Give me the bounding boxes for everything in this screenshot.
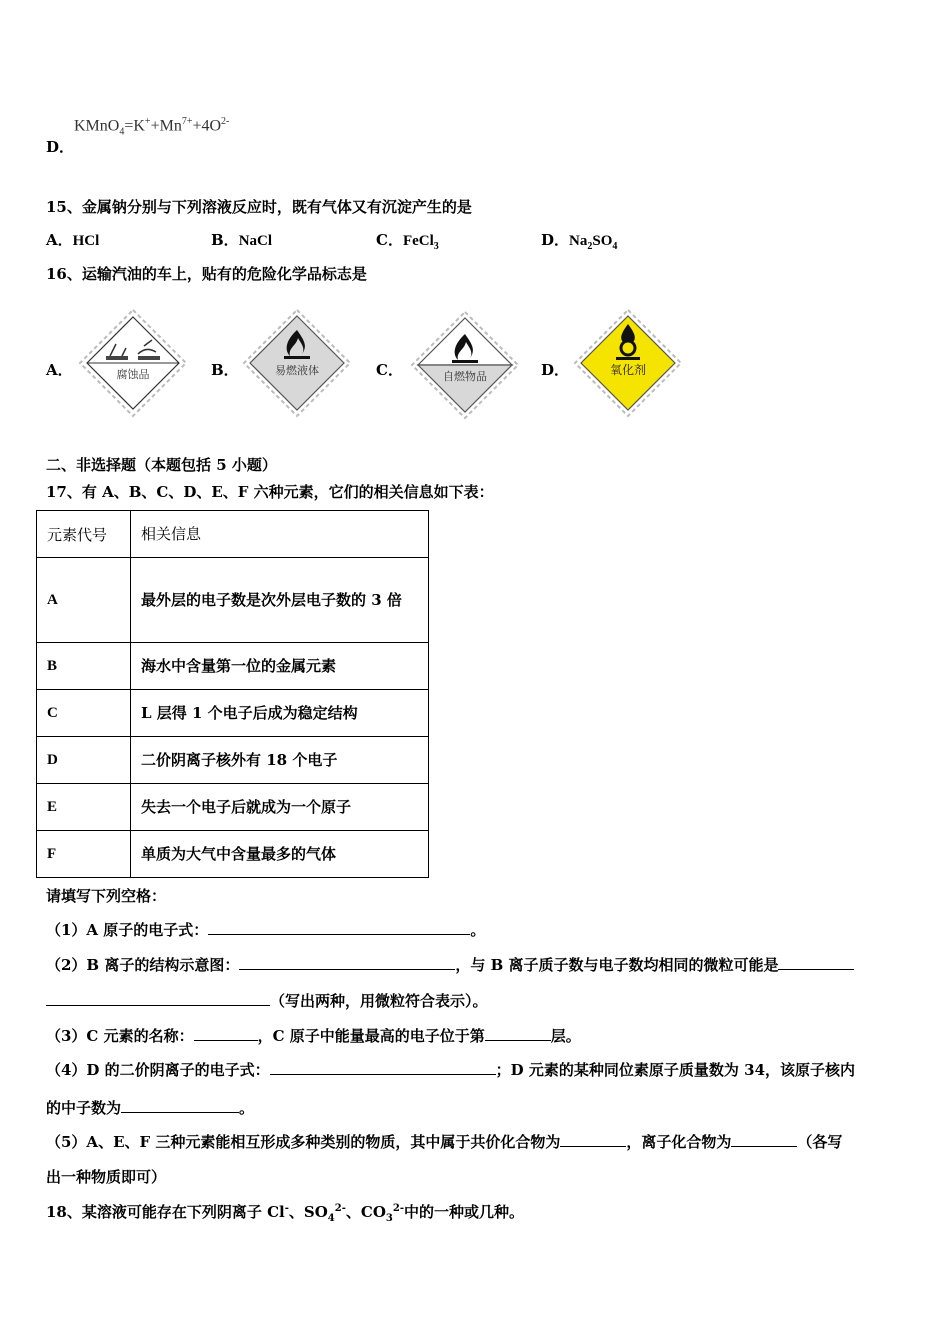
table-cell-code: E [37, 784, 131, 831]
q14-option-d-formula: $KMnO_4=K^++Mn^{7+}+4O^{2-}$ [74, 116, 230, 138]
q16-option-d-label: D． [541, 361, 570, 379]
spontaneously-combustible-sign-icon [410, 310, 520, 420]
answer-blank[interactable] [560, 1130, 626, 1147]
q17-stem: 17、有 A、B、C、D、E、F 六种元素，它们的相关信息如下表： [46, 483, 494, 501]
answer-blank[interactable] [194, 1024, 258, 1041]
flammable-liquid-sign-text: 易燃液体 [275, 364, 319, 377]
q16-option-a-label: A． [46, 361, 73, 379]
q14-option-d-label: D． [46, 138, 75, 156]
corrosive-sign-text: 腐蚀品 [116, 368, 150, 381]
q18-stem: 18、某溶液可能存在下列阴离子 Cl-、$SO_4^{2-}$、$CO_3^{2-}$中的一种或几种。 [46, 1203, 524, 1224]
table-row [37, 784, 429, 831]
q17-part-2: （2）B 离子的结构示意图： ，与 B 离子质子数与电子数均相同的微粒可能是 [46, 953, 854, 975]
answer-blank[interactable] [778, 953, 854, 970]
spontaneously-combustible-sign-text: 自燃物品 [443, 370, 487, 383]
table-cell-info: 最外层的电子数是次外层电子数的 3 倍 [131, 558, 429, 643]
q17-part-2-cont: （写出两种，用微粒符合表示）。 [46, 989, 488, 1011]
answer-blank[interactable] [731, 1130, 797, 1147]
answer-blank[interactable] [485, 1024, 551, 1041]
section-2-title: 二、非选择题（本题包括 5 小题） [46, 456, 277, 474]
answer-blank[interactable] [270, 1058, 496, 1075]
table-cell-info: 单质为大气中含量最多的气体 [131, 831, 429, 878]
q17-part-5-cont: 出一种物质即可） [46, 1168, 167, 1186]
q15-stem: 15、金属钠分别与下列溶液反应时，既有气体又有沉淀产生的是 [46, 198, 472, 216]
table-cell-code: A [37, 558, 131, 643]
table-cell-code: F [37, 831, 131, 878]
table-row [37, 737, 429, 784]
answer-blank[interactable] [208, 918, 470, 935]
q17-prompt: 请填写下列空格： [46, 887, 167, 905]
q17-part-3: （3）C 元素的名称： ，C 原子中能量最高的电子位于第 层。 [46, 1024, 581, 1046]
table-row [37, 831, 429, 878]
q17-part-4-cont: 的中子数为 。 [46, 1096, 254, 1118]
q17-part-5: （5）A、E、F 三种元素能相互形成多种类别的物质，其中属于共价化合物为 ，离子化合物为 （各写 [46, 1130, 842, 1152]
answer-blank[interactable] [239, 953, 455, 970]
element-info-table [36, 510, 429, 878]
table-cell-info: 海水中含量第一位的金属元素 [131, 643, 429, 690]
q16-option-b-label: B． [211, 361, 239, 379]
table-cell-info: 二价阴离子核外有 18 个电子 [131, 737, 429, 784]
q15-option-d: D．$Na_2SO_4$ [541, 231, 618, 252]
q15-option-b: B．NaCl [211, 231, 273, 249]
table-cell-info: L 层得 1 个电子后成为稳定结构 [131, 690, 429, 737]
q17-part-1: （1）A 原子的电子式： 。 [46, 918, 485, 940]
q15-option-c: C．FeCl$_3$ [376, 231, 439, 252]
q16-option-c-label: C． [376, 361, 403, 379]
table-header-info: 相关信息 [131, 511, 429, 558]
answer-blank[interactable] [121, 1096, 239, 1113]
table-cell-code: B [37, 643, 131, 690]
table-header-row [37, 511, 429, 558]
answer-blank[interactable] [46, 989, 270, 1006]
q15-option-a: A．HCl [46, 231, 100, 249]
corrosive-sign-icon [78, 308, 188, 418]
flammable-liquid-sign-icon [242, 308, 352, 418]
oxidizer-sign-text: 氧化剂 [609, 363, 647, 377]
table-header-code: 元素代号 [37, 511, 131, 558]
table-cell-code: D [37, 737, 131, 784]
table-cell-code: C [37, 690, 131, 737]
oxidizer-sign-icon [573, 308, 683, 418]
table-row [37, 690, 429, 737]
table-row [37, 558, 429, 643]
q17-part-4: （4）D 的二价阴离子的电子式： ；D 元素的某种同位素原子质量数为 34，该原子核内 [46, 1058, 855, 1080]
table-cell-info: 失去一个电子后就成为一个原子 [131, 784, 429, 831]
table-row [37, 643, 429, 690]
q16-stem: 16、运输汽油的车上，贴有的危险化学品标志是 [46, 265, 367, 283]
